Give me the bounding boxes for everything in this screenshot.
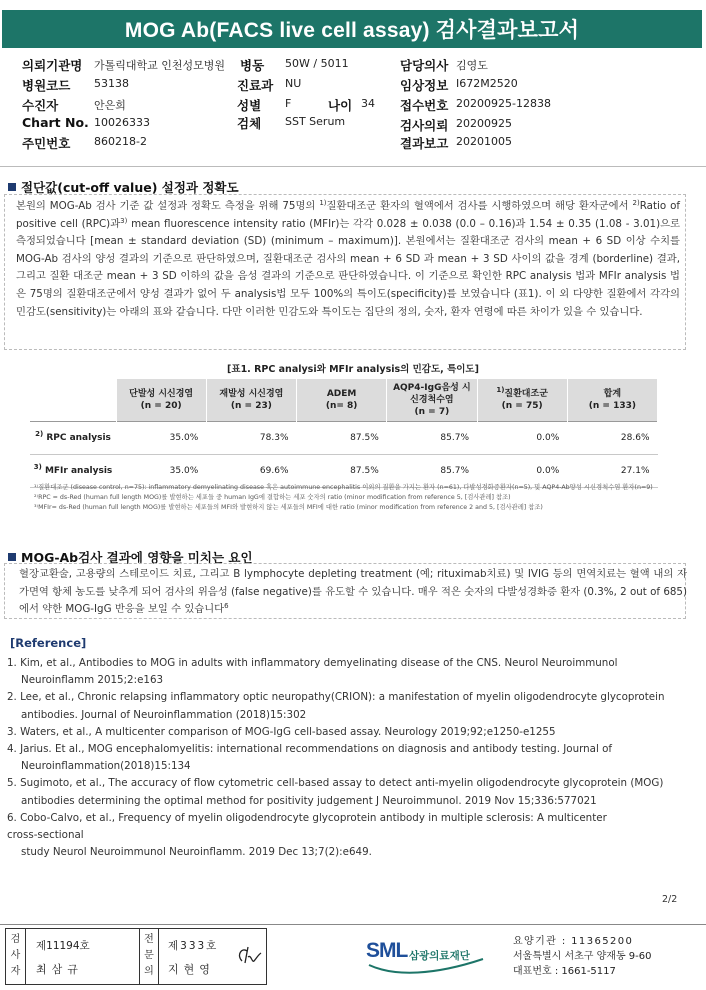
table-note: ¹⁾질환대조군 (disease control, n=75): inflammatory demyelinating disease 혹은 autoimmune encephalitis 이외의 질환을 가지는 환자 (n=61), 다발성경화증환자(n=5), 및 AQP4-Ab양성 시신경척수염 환자(n=9) <box>34 484 653 491</box>
org-code: 요양기관 : 11365200 <box>513 936 634 947</box>
doctor-value: 김영도 <box>456 59 488 72</box>
table-cell: 28.6% <box>567 421 657 454</box>
dept-value: NU <box>285 77 302 90</box>
reference-item: 2. Lee, et al., Chronic relapsing inflammatory optic neuropathy(CRION): a manifestation of myelin oligodendrocyte glycoprotein antibodies. Journal of Neuroinflammation (2018)15:302 <box>7 691 665 721</box>
sex-label: 성별 <box>237 98 262 113</box>
specimen-value: SST Serum <box>285 115 346 128</box>
table-cell: 85.7% <box>387 421 477 454</box>
dept-label: 진료과 <box>237 78 274 93</box>
report-title: MOG Ab(FACS live cell assay) 검사결과보고서 <box>2 10 702 48</box>
request-value: 20200925 <box>456 117 512 130</box>
specimen-label: 검체 <box>237 116 262 131</box>
reference-list <box>7 655 697 861</box>
examiner-name: 최삼규 <box>36 963 83 976</box>
table-header-cell <box>30 379 116 421</box>
table-header-cell: AQP4-IgG음성 시신경척수염 (n = 7) <box>387 379 477 421</box>
table-cell: 78.3% <box>206 421 296 454</box>
table-caption: [표1. RPC analysi와 MFIr analysis의 민감도, 특이도] <box>227 364 479 375</box>
hospital-code-value: 53138 <box>94 77 129 90</box>
table-header-cell: $^{1)}$질환대조군 (n = 75) <box>477 379 567 421</box>
age-label: 나이 <box>328 98 353 113</box>
reference-item: 3. Waters, et al., A multicenter comparison of MOG-IgG cell-based assay. Neurology 2019;92;e1250-e1255 <box>7 725 556 738</box>
institution-value: 가톨릭대학교 인천성모병원 <box>94 59 226 72</box>
specialist-number: 제333호 <box>168 940 219 952</box>
table-cell: 87.5% <box>297 421 387 454</box>
specialist-name: 지현영 <box>168 963 215 976</box>
info-divider <box>0 166 706 167</box>
patient-label: 수진자 <box>22 98 59 113</box>
logo-sml-text: SML <box>366 939 408 962</box>
hospital-code-label: 병원코드 <box>22 78 71 93</box>
table-cell: 0.0% <box>477 421 567 454</box>
reference-item: 6. Cobo-Calvo, et al., Frequency of myelin oligodendrocyte glycoprotein antibody in multiple sclerosis: A multicenter cross-sectional <box>7 811 607 842</box>
org-phone: 대표번호 : 1661-5117 <box>513 966 616 977</box>
resident-value: 860218-2 <box>94 135 147 148</box>
bullet-square-icon <box>8 183 16 191</box>
age-value: 34 <box>361 97 375 110</box>
request-label: 검사의뢰 <box>400 118 449 133</box>
clinical-value: I672M2520 <box>456 77 518 90</box>
report-date-value: 20201005 <box>456 135 512 148</box>
page-number: 2/2 <box>662 894 678 905</box>
table-header-cell: 재발성 시신경염 (n = 23) <box>206 379 296 421</box>
table-row-label: $^{3)}$ MFIr analysis <box>30 454 116 487</box>
table-row <box>30 421 658 454</box>
organization-address <box>513 934 652 979</box>
doctor-label: 담당의사 <box>400 58 449 73</box>
table-header-cell: 합계 (n = 133) <box>567 379 657 421</box>
ward-value: 50W / 5011 <box>285 57 349 70</box>
institution-label: 의뢰기관명 <box>22 58 83 73</box>
table-cell: 35.0% <box>116 421 206 454</box>
sex-value: F <box>285 97 292 110</box>
table-header-cell: 단발성 시신경염 (n = 20) <box>116 379 206 421</box>
receipt-label: 접수번호 <box>400 98 449 113</box>
patient-info <box>0 52 706 152</box>
ward-label: 병동 <box>240 58 265 73</box>
factors-paragraph: 혈장교환술, 고용량의 스테로이드 치료, 그리고 B lymphocyte depleting treatment (예; rituximab치료) 및 IVIG 등의 면역치료는 혈액 내의 자가면역 항체 농도를 낮추게 되어 검사의 위음성 (false negative)를 유도할 수 있습니다. 매우 적은 숫자의 다발성경화증 환자 (0.3%, 2 out of 685)에서 약한 MOG-IgG 반응을 보일 수 있습니다$^6$ <box>19 568 687 616</box>
table-row-label: $^{2)}$ RPC analysis <box>30 421 116 454</box>
sensitivity-table <box>30 379 658 488</box>
signature-icon <box>234 941 264 971</box>
reference-heading: [Reference] <box>10 636 87 650</box>
table-cell: 35.0% <box>116 454 206 487</box>
section-factors-heading: MOG-Ab검사 결과에 영향을 미치는 요인 <box>8 548 253 566</box>
table-header-cell: ADEM (n= 8) <box>297 379 387 421</box>
section-cutoff-heading: 절단값(cut-off value) 설정과 정확도 <box>8 178 239 196</box>
table-cell: 27.1% <box>567 454 657 487</box>
reference-item: 5. Sugimoto, et al., The accuracy of flow cytometric cell-based assay to detect anti-myelin oligodendrocyte glycoprotein (MOG) antibodies determining the optimal method for positivity judgement J Neuroimmunol. 2019 Nov 15;336:577021 <box>7 777 664 807</box>
specialist-col-label: 전문의 <box>139 929 159 985</box>
report-date-label: 결과보고 <box>400 136 449 151</box>
footer-divider <box>0 924 706 925</box>
table-notes <box>34 483 674 513</box>
chart-value: 10026333 <box>94 116 150 129</box>
examiner-col-label: 검사자 <box>6 929 26 985</box>
resident-label: 주민번호 <box>22 136 71 151</box>
chart-label: Chart No. <box>22 115 89 130</box>
table-cell: 85.7% <box>387 454 477 487</box>
reference-item: 1. Kim, et al., Antibodies to MOG in adults with inflammatory demyelinating disease of the CNS. Neurol Neuroimmunol Neuroinflamm 2015;2:e163 <box>7 657 618 687</box>
bullet-square-icon <box>8 553 16 561</box>
table-note: ³⁾MFIr= ds-Red (human full length MOG)를 발현하는 세포들의 MFI와 발현하지 않는 세포들의 MFI에 대한 ratio (minor modification from reference 2 and 5, [검사관레] 참조) <box>34 504 543 511</box>
reference-item: 4. Jarius. Et al., MOG encephalomyelitis: international recommendations on diagnosis and antibody testing. Journal of Neuroinflammation(2018)15:134 <box>7 743 613 773</box>
clinical-label: 임상정보 <box>400 78 449 93</box>
signature-box <box>5 928 267 985</box>
receipt-value: 20200925-12838 <box>456 97 551 110</box>
logo-foundation-name: 삼광의료재단 <box>409 950 470 962</box>
table-note: ²⁾RPC = ds-Red (human full length MOG)를 발현하는 세포들 중 human IgG에 결합하는 세포 숫자의 ratio (minor modification from reference 5, [검사관레] 참조) <box>34 494 511 501</box>
org-address: 서울특별시 서초구 양재동 9-60 <box>513 951 652 962</box>
table-header-row <box>30 379 658 421</box>
patient-value: 안은희 <box>94 99 126 112</box>
cutoff-paragraph: 본원의 MOG-Ab 검사 기준 값 설정과 정확도 측정을 위해 75명의 $^{1)}$질환대조군 환자의 혈액에서 검사를 시행하였으며 해당 환자군에서 $^{2)}$Ratio of positive cell (RPC)과$^{3)}$ mean fluorescence intensity ratio (MFIr)는 각각 0.028 ± 0.038 (0.0 – 0.16)과 1.54 ± 0.35 (1.08 - 3.01)으로 측정되었습니다 [mean ± standard deviation (SD) (minimum – maximum)]. 본원에서는 질환대조군 검사의 mean + 6 SD 이상 수치를 MOG-Ab 검사의 양성 결과의 기준으로 판단하였으며, 질환대조군 검사의 mean + 6 SD 과 mean + 3 SD 사이의 값을 경계 (borderline) 결과, 그리고 질환 대조군 mean + 3 SD 이하의 값을 음성 결과의 기준으로 판단하였습니다. 이 기준으로 확인한 RPC analysis 법과 MFIr analysis 법은 75명의 질환대조군에서 양성 결과가 없어 두 analysis법 모두 100%의 특이도(specificity)를 보였습니다 (표1). 이 외 다양한 질환에서 각각의 민감도(sensitivity)는 아래의 표와 같습니다. 다만 이러한 민감도와 특이도는 집단의 정의, 숫자, 환자 연령에 따른 차이가 있을 수 있습니다. <box>16 199 681 318</box>
table-cell: 87.5% <box>297 454 387 487</box>
examiner-number: 제11194호 <box>36 940 90 952</box>
table-cell: 69.6% <box>206 454 296 487</box>
reference-item-continuation: study Neurol Neuroimmunol Neuroinflamm. 2019 Dec 13;7(2):e649. <box>21 846 372 859</box>
table-cell: 0.0% <box>477 454 567 487</box>
